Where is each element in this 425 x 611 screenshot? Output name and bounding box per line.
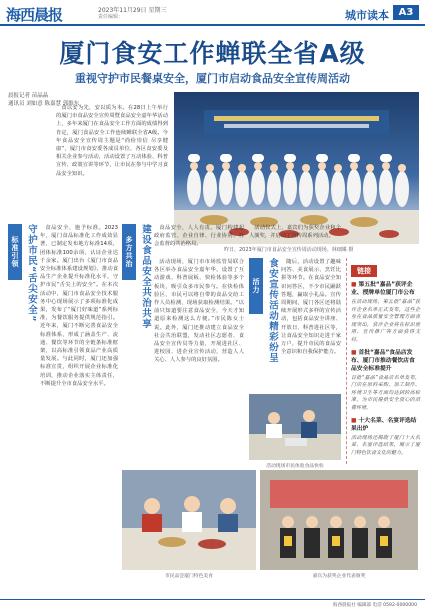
section2-intro: 食品安全，人人有责。厦门构建起政府监管、企业自律、行业协同、社会监督的共治格局。 [154,225,244,248]
photo-award-image [260,470,418,570]
section3-body: 随后，活动设置了趣味问答、美食展示、烹饪比拼等环节。在食品安全知识问答区，不少市民踊跃答题，赢取小礼品。宣传周期间，厦门各区还将陆续开展形式多样的宣传活动，包括食品安全讲座、开放日、科普进社区等，让食品安全知识走进千家万户，提升市民的食品安全意识和自我保护能力。 [281,259,341,356]
sidebar-item-title: ■ 首批“嘉品”食品店发布、厦门市推动餐饮店食品安全标准提升 [351,349,415,372]
lead-paragraph: 食以安为先，安以质为本。在28日上午举行的厦门市食品安全宣传周暨食品安全嘉年华活动上，多年来厦门在食品安全工作方面的成绩得到肯定，厦门食品安全工作连续蝉联全省A级。今年食品安全宣传周主题是“尚俭崇信 尽享健康”，厦门市食安委各成员单位、各区食安委及相关企业参与活动，活动设置了互动体验、科普宣传、政策宣讲等环节，让市民在参与中学习食品安全知识。 [56,105,168,177]
section3-intro: 活动仪式上，嘉宾们为获奖企业和个人颁奖，并启动了宣传周系列活动。 [249,225,341,240]
sidebar-box [346,258,420,464]
section1-title: 守护市民“舌尖安全” [26,224,37,323]
page-number: A3 [393,5,419,20]
date-line: 2023年11月29日 星期三 [98,7,167,14]
section2-body: 活动现场，厦门市市场监管局联合各区举办食品安全嘉年华，设置了互动游戏、科普展板、快检体验等多个板块，吸引众多市民参与。在快检体验区，市民可以将自带的食品交给工作人员检测，现场获取检测结果。“以前只知道要注意食品安全，今天才知道原来检测这么方便。”市民陈女士说。此外，厦门还推动建立食品安全社会共治联盟，发动社区志愿者、食品安全宣传员等力量，开展进社区、进校园、进企业宣传活动，营造人人关心、人人参与的良好氛围。 [154,259,244,364]
sidebar-item-body: 活动现场还揭晓了厦门十大名菜、名宴评选结果，展示了厦门特色饮食文化的魅力。 [351,434,420,456]
byline-correspondent: 通讯员 刘如意 陈嘉慧 郭维东 [8,101,80,107]
sidebar-item-title: ■ 十大名菜、名宴评选结果出炉 [351,417,417,432]
bullet-icon: ■ [351,282,359,288]
subheadline: 重视守护市民餐桌安全，厦门市启动食品安全宣传周活动 [75,72,350,85]
section2-tag: 多方共治 [122,224,136,280]
masthead [0,0,425,26]
page-footer: 海西晨报社 编辑部 电话 0592-0000000 [0,599,425,611]
newspaper-logo: 海西晨报 [6,6,63,24]
bullet-icon: ■ [351,417,359,424]
section3-tag: 活力 [249,258,263,314]
section-name: 城市读本 [345,9,389,22]
section3-title: 食安宣传活动精彩纷呈 [267,258,278,363]
section1-body: 食品安全，施予标准。2023年，厦门食品标准化工作成效显著，已制定发布地方标准14项，团体标准100余项，认证企业达千余家。厦门出台《厦门市食品安全标准体系建设规划》，推动食品生产企业提升标准化水平，守护市民“舌尖上的安全”。在本次活动中，厦门市食品安全技术服务中心现场展示了多项标准化成果，发布了“厦门好味道”系列标准，为餐饮服务提供规范指引。近年来，厦门不断完善食品安全标准体系，形成了涵盖生产、流通、餐饮等环节的全链条标准框架，以高标准引领食品产业高质量发展。与此同时，厦门还加强标准宣贯，组织开展企业标准化培训，推动企业落实主体责任，不断提升全市食品安全水平。 [40,225,118,387]
photo-quick-test-image [249,394,341,460]
bullet-icon: ■ [351,349,359,356]
section2-title: 建设食品安全共治共享 [140,224,151,329]
sidebar-item-title: ■ 第五批“嘉品”获评企业、授牌单位厦门市公布 [351,282,415,296]
editor-line: 责任编辑： [98,14,124,20]
photo-food-tasting [122,470,256,570]
photo-food-tasting-image [122,470,256,570]
photo-award [260,470,418,570]
sidebar-item-body: 首批“嘉品”食品店名单发布，门店在原料采购、加工制作、环境卫生等方面均达到较高标准，为市民提供安全放心的消费环境。 [351,374,420,411]
main-photo [174,92,419,244]
main-photo-image [174,92,419,244]
photo-award-caption: 嘉宾为获奖企业代表颁奖 [312,574,366,579]
headline: 厦门食安工作蝉联全省A级 [59,39,366,68]
main-photo-caption: 昨日，2023年厦门市食品安全宣传周活动现场。林细媒 摄 [224,247,354,253]
photo-quick-test-caption: 活动现场市民体验食品快检 [266,464,324,469]
byline-reporter: 晨报记者 苗晶晶 [8,93,49,99]
sidebar-header: 链接 [351,265,377,277]
photo-quick-test [249,394,341,460]
sidebar-item-body: 在活动现场，第五批“嘉品”获评企业名单正式发布，这些企业在食品质量安全管理方面表现突出，获评企业将在标识使用、宣传推广等方面获得支持。 [351,299,420,343]
photo-food-tasting-caption: 市民品尝厦门特色美食 [165,574,213,579]
section1-tag: 标准引领 [8,224,22,280]
